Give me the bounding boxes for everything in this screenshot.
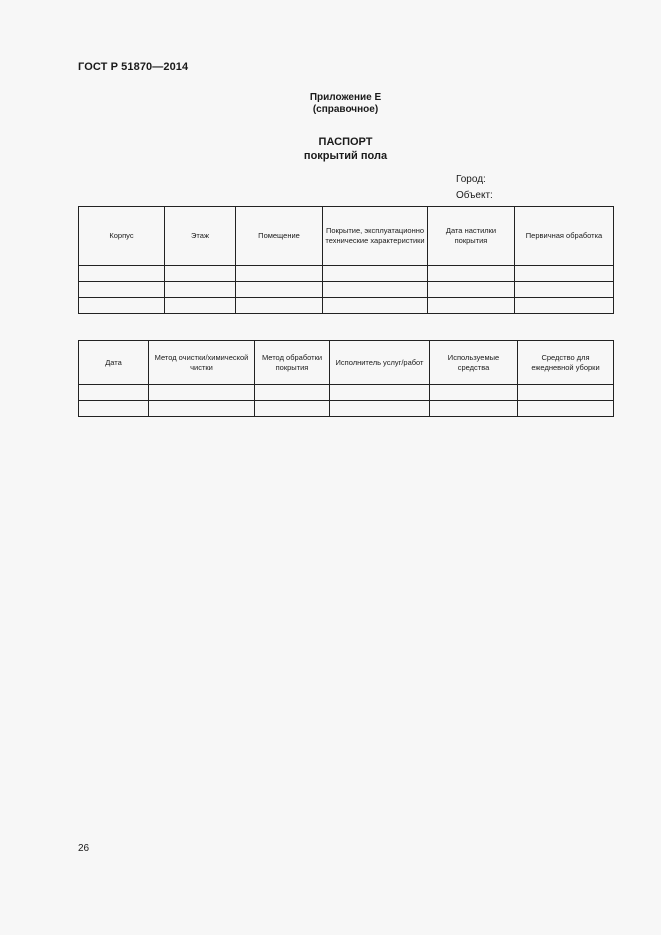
table-row	[79, 298, 614, 314]
table-cell	[79, 401, 149, 417]
table-cell	[165, 298, 236, 314]
table-cell	[165, 282, 236, 298]
table-cell	[428, 266, 515, 282]
annex-heading	[0, 92, 661, 116]
table-row	[79, 266, 614, 282]
table-cell	[428, 282, 515, 298]
table-cell	[236, 282, 323, 298]
table-row	[79, 385, 614, 401]
object-field-label: Объект:	[456, 190, 493, 201]
table-cell	[515, 266, 614, 282]
column-header-floor: Этаж	[165, 207, 236, 266]
document-id: ГОСТ Р 51870—2014	[78, 61, 189, 73]
table-cell	[323, 282, 428, 298]
table-cell	[518, 401, 614, 417]
column-header-contractor: Исполнитель услуг/работ	[330, 341, 430, 385]
column-header-date: Дата	[79, 341, 149, 385]
page-number: 26	[78, 843, 90, 854]
table-row	[79, 401, 614, 417]
column-header-room: Помещение	[236, 207, 323, 266]
table-cell	[255, 385, 330, 401]
annex-subtitle: (справочное)	[312, 104, 379, 115]
table-cell	[323, 266, 428, 282]
table-cell	[79, 298, 165, 314]
table-cell	[79, 266, 165, 282]
table-cell	[149, 401, 255, 417]
table-header-row	[79, 207, 614, 266]
table-cell	[518, 385, 614, 401]
table-cell	[236, 266, 323, 282]
table-cell	[255, 401, 330, 417]
table-row	[79, 282, 614, 298]
table-cell	[430, 401, 518, 417]
table-cell	[430, 385, 518, 401]
column-header-cleaning-method: Метод очистки/химической чистки	[149, 341, 255, 385]
table-cell	[515, 298, 614, 314]
table-cell	[515, 282, 614, 298]
column-header-treatment-method: Метод обработки покрытия	[255, 341, 330, 385]
table-cell	[149, 385, 255, 401]
column-header-daily-cleaning-product: Средство для ежедневной уборки	[518, 341, 614, 385]
city-field-label: Город:	[456, 174, 486, 185]
table-cell	[330, 401, 430, 417]
maintenance-table	[78, 340, 614, 417]
table-cell	[79, 282, 165, 298]
table-cell	[330, 385, 430, 401]
column-header-primary-treatment: Первичная обработка	[515, 207, 614, 266]
passport-subtitle: покрытий пола	[303, 150, 388, 162]
table-cell	[165, 266, 236, 282]
column-header-building: Корпус	[79, 207, 165, 266]
table-cell	[428, 298, 515, 314]
table-header-row	[79, 341, 614, 385]
column-header-products-used: Используемые средства	[430, 341, 518, 385]
column-header-laying-date: Дата настилки покрытия	[428, 207, 515, 266]
flooring-table	[78, 206, 614, 314]
annex-title: Приложение Е	[309, 92, 382, 103]
passport-heading	[0, 135, 661, 163]
table-cell	[236, 298, 323, 314]
table-cell	[323, 298, 428, 314]
passport-title: ПАСПОРТ	[318, 136, 373, 148]
table-cell	[79, 385, 149, 401]
column-header-coating: Покрытие, эксплуатационно технические характеристики	[323, 207, 428, 266]
